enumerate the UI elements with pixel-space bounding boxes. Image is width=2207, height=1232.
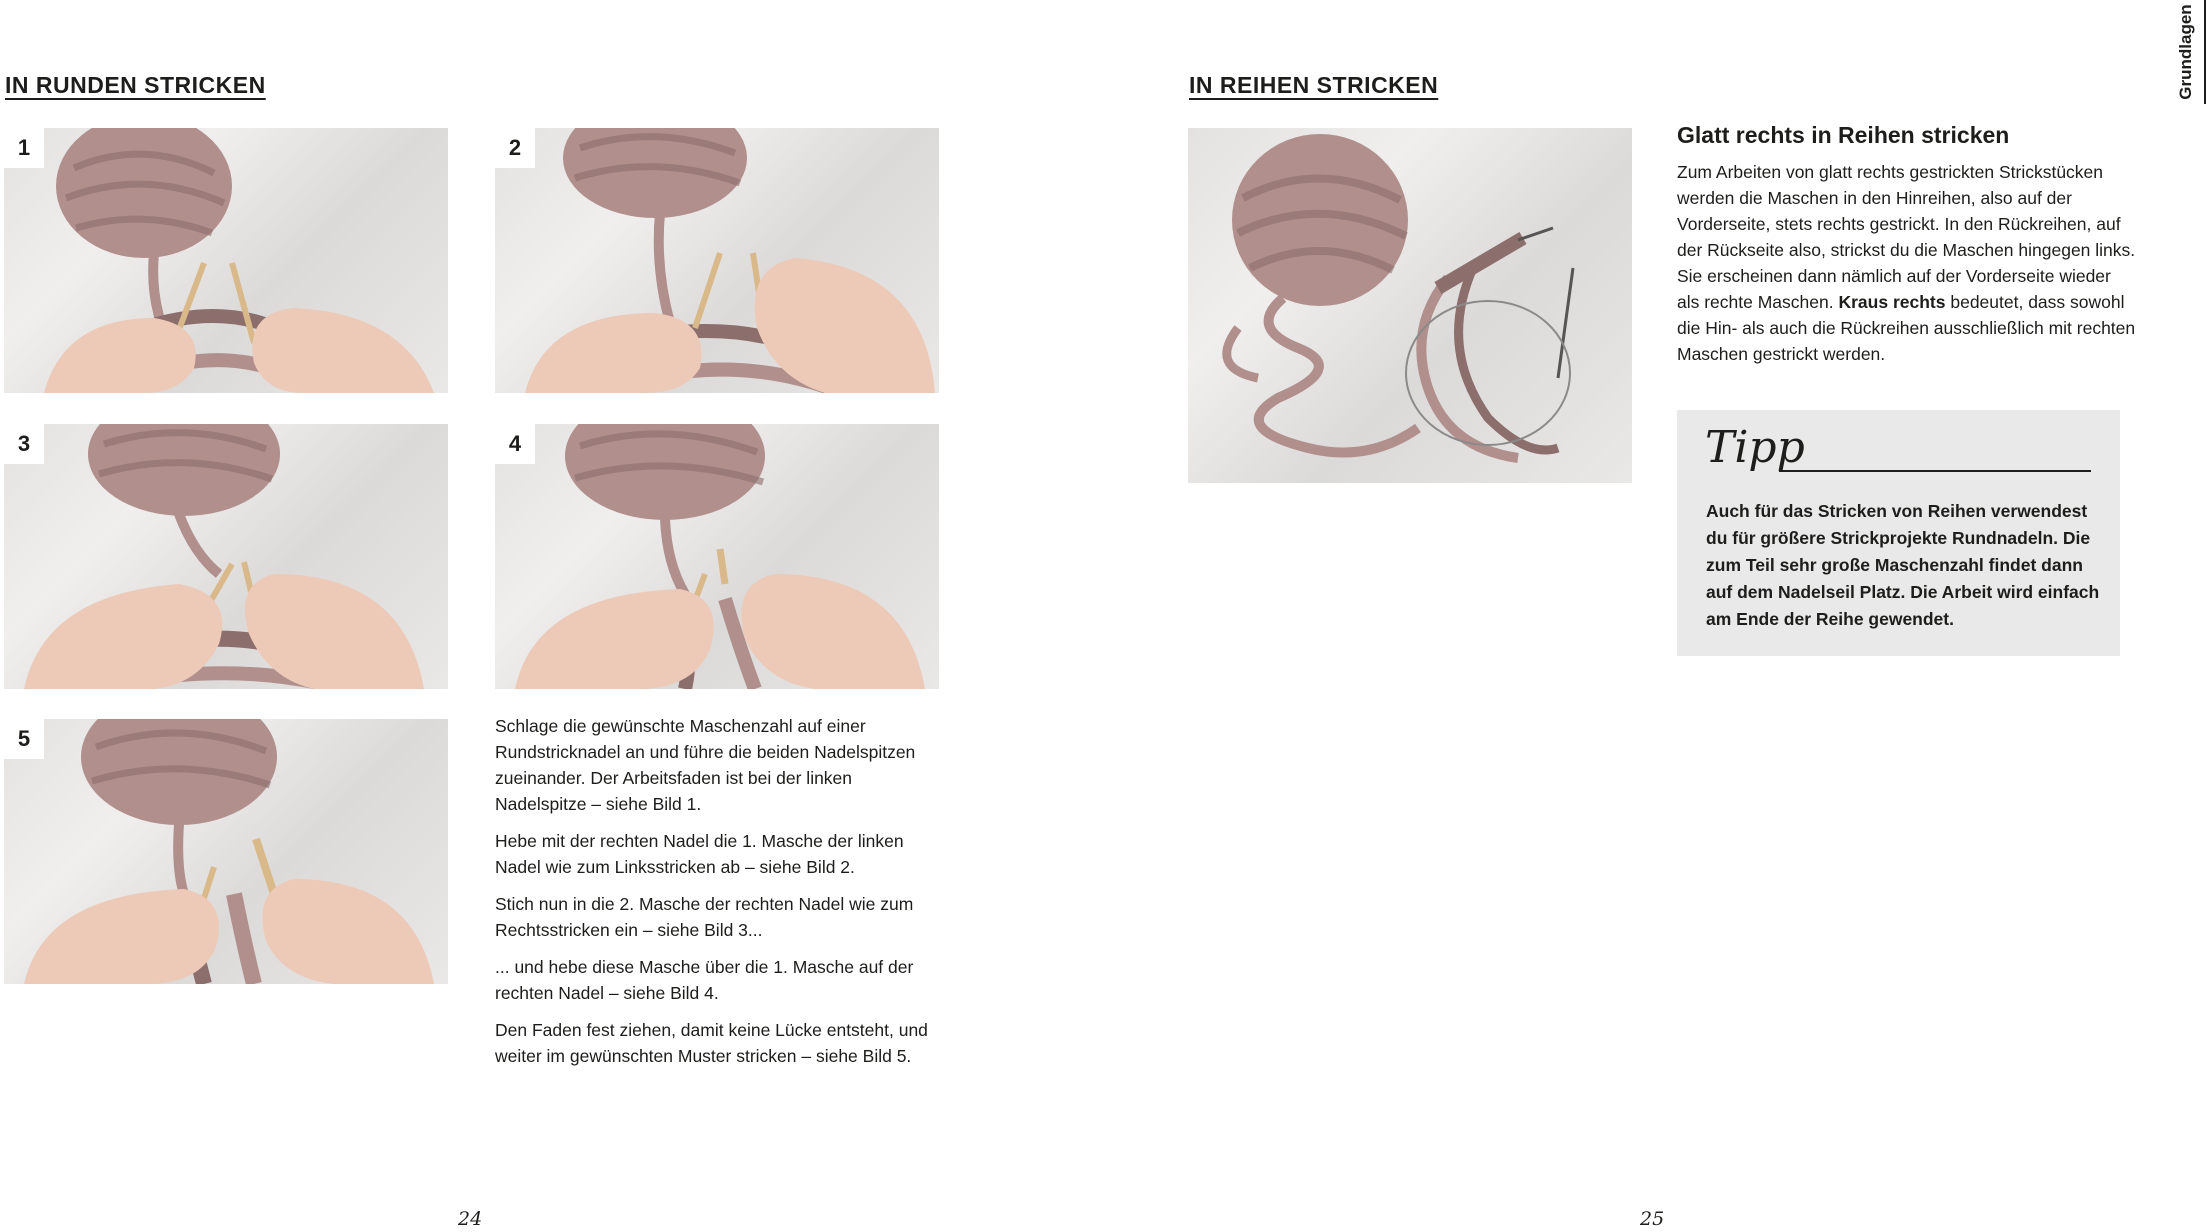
- tip-body: Auch für das Stricken von Reihen verwendest du für größere Strickprojekte Rundnadeln. Die zum Teil sehr große Maschenzahl findet dann auf dem Nadelseil Platz. Die Arbeit wird einfach am Ende der Reihe gewendet.: [1706, 501, 2100, 629]
- chapter-tab-label: Grundlagen: [2176, 4, 2195, 100]
- section-title-rounds: IN RUNDEN STRICKEN: [5, 72, 266, 98]
- step-label-5: 5: [4, 719, 44, 759]
- step-photo-4: [495, 424, 939, 689]
- section-title-rows: IN REIHEN STRICKEN: [1189, 72, 1439, 98]
- step-label-1: 1: [4, 128, 44, 168]
- article-body-bold: Kraus rechts: [1838, 292, 1946, 312]
- step-photo-1: [4, 128, 448, 393]
- instruction-paragraph: Schlage die gewünschte Maschenzahl auf einer Rundstricknadel an und führe die beiden Nadelspitzen zueinander. Der Arbeitsfaden ist bei der linken Nadelspitze – siehe Bild 1.: [495, 716, 916, 814]
- page-number-right: 25: [1640, 1208, 1665, 1230]
- knitting-photo-illustration: [4, 128, 448, 393]
- step-photo-3: [4, 424, 448, 689]
- instruction-paragraph: Den Faden fest ziehen, damit keine Lücke entsteht, und weiter im gewünschten Muster stricken – siehe Bild 5.: [495, 1020, 928, 1066]
- knitting-photo-illustration: [495, 128, 939, 393]
- knitting-photo-illustration: [495, 424, 939, 689]
- article-body-end: bedeutet, dass sowohl die Hin- als auch die Rückreihen ausschließlich mit rechten Maschen gestrickt werden.: [1677, 292, 2136, 364]
- instructions-text: [495, 713, 935, 1080]
- step-label-3: 3: [4, 424, 44, 464]
- chapter-tab: [2168, 0, 2206, 104]
- article-heading: Glatt rechts in Reihen stricken: [1677, 122, 2010, 148]
- left-page: [0, 0, 1103, 1232]
- step-label-2: 2: [495, 128, 535, 168]
- tip-heading: Tipp: [1705, 422, 1805, 473]
- instruction-paragraph: Hebe mit der rechten Nadel die 1. Masche der linken Nadel wie zum Linksstricken ab – siehe Bild 2.: [495, 831, 904, 877]
- tip-box: [1677, 410, 2120, 656]
- step-photo-5: [4, 719, 448, 984]
- rows-photo: [1188, 128, 1632, 483]
- rows-article: [1677, 122, 2137, 367]
- page-number-left: 24: [458, 1208, 483, 1230]
- article-body: [1677, 159, 2137, 367]
- knitting-photo-illustration: [4, 424, 448, 689]
- yarn-ball-with-needle-illustration: [1188, 128, 1632, 483]
- article-body-start: Zum Arbeiten von glatt rechts gestrickten Strickstücken werden die Maschen in den Hinreihen, also auf der Vorderseite, stets rechts gestrickt. In den Rückreihen, auf der Rückseite also, strickst du die Maschen hingegen links. Sie erscheinen dann nämlich auf der Vorderseite wieder als rechte Maschen.: [1677, 162, 2136, 312]
- step-label-4: 4: [495, 424, 535, 464]
- tip-divider: [1779, 470, 2091, 472]
- instruction-paragraph: Stich nun in die 2. Masche der rechten Nadel wie zum Rechtsstricken ein – siehe Bild 3...: [495, 894, 914, 940]
- step-photo-2: [495, 128, 939, 393]
- instruction-paragraph: ... und hebe diese Masche über die 1. Masche auf der rechten Nadel – siehe Bild 4.: [495, 957, 914, 1003]
- knitting-photo-illustration: [4, 719, 448, 984]
